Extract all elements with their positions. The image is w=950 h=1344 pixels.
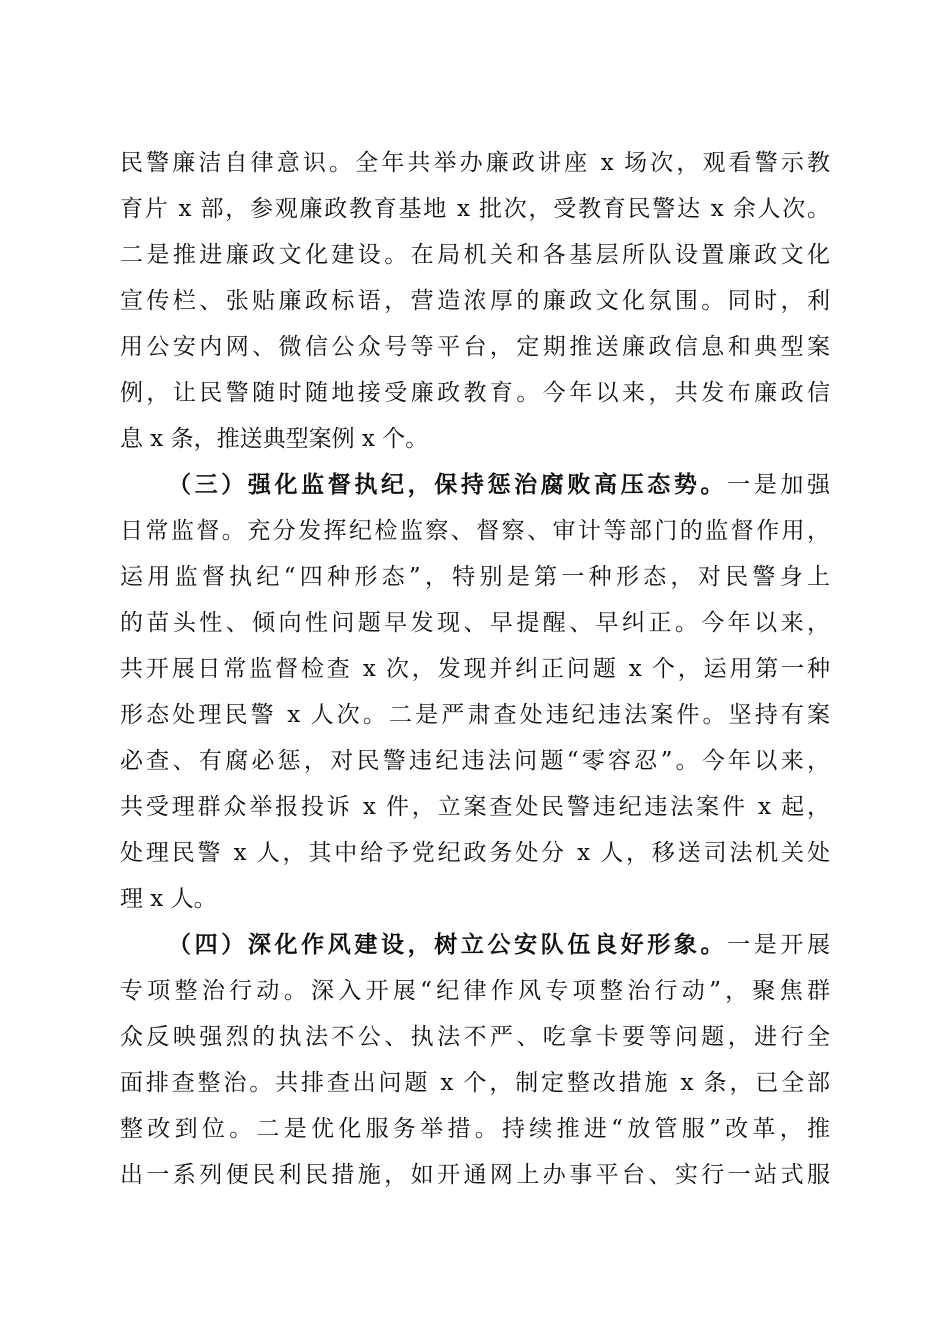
paragraph-line: 宣传栏、张贴廉政标语，营造浓厚的廉政文化氛围。同时，利 <box>120 288 830 314</box>
paragraph-line: 处理民警 x 人，其中给予党纪政务处分 x 人，移送司法机关处 <box>120 840 830 866</box>
paragraph-line: 出一系列便民利民措施，如开通网上办事平台、实行一站式服 <box>120 1162 830 1188</box>
paragraph-line: 整改到位。二是优化服务举措。持续推进“放管服”改革，推 <box>120 1116 830 1142</box>
section-heading-4: （四）深化作风建设，树立公安队伍良好形象。 <box>168 931 728 958</box>
paragraph-line: 的苗头性、倾向性问题早发现、早提醒、早纠正。今年以来， <box>120 610 830 636</box>
paragraph-line: 用公安内网、微信公众号等平台，定期推送廉政信息和典型案 <box>120 334 830 360</box>
paragraph-line-tail: 一是加强 <box>727 472 830 498</box>
paragraph-line: 二是推进廉政文化建设。在局机关和各基层所队设置廉政文化 <box>120 242 830 268</box>
paragraph-line: 育片 x 部，参观廉政教育基地 x 批次，受教育民警达 x 余人次。 <box>120 196 830 222</box>
paragraph-line: 共受理群众举报投诉 x 件，立案查处民警违纪违法案件 x 起， <box>120 794 830 820</box>
section-heading-line <box>168 922 830 968</box>
paragraph-line: 共开展日常监督检查 x 次，发现并纠正问题 x 个，运用第一种 <box>120 656 830 682</box>
paragraph-line: 众反映强烈的执法不公、执法不严、吃拿卡要等问题，进行全 <box>120 1024 830 1050</box>
paragraph-line: 息 x 条，推送典型案例 x 个。 <box>120 426 429 452</box>
paragraph-line: 民警廉洁自律意识。全年共举办廉政讲座 x 场次，观看警示教 <box>120 150 830 176</box>
paragraph-line: 日常监督。充分发挥纪检监察、督察、审计等部门的监督作用， <box>120 518 830 544</box>
paragraph-line: 专项整治行动。深入开展“纪律作风专项整治行动”，聚焦群 <box>120 978 830 1004</box>
paragraph-line: 运用监督执纪“四种形态”，特别是第一种形态，对民警身上 <box>120 564 830 590</box>
paragraph-line-tail: 一是开展 <box>727 932 830 958</box>
paragraph-line: 形态处理民警 x 人次。二是严肃查处违纪违法案件。坚持有案 <box>120 702 830 728</box>
paragraph-line: 面排查整治。共排查出问题 x 个，制定整改措施 x 条，已全部 <box>120 1070 830 1096</box>
section-heading-line <box>168 462 830 508</box>
section-heading-3: （三）强化监督执纪，保持惩治腐败高压态势。 <box>168 471 728 498</box>
paragraph-line: 例，让民警随时随地接受廉政教育。今年以来，共发布廉政信 <box>120 380 830 406</box>
paragraph-line: 必查、有腐必惩，对民警违纪违法问题“零容忍”。今年以来， <box>120 748 830 774</box>
paragraph-line: 理 x 人。 <box>120 886 217 912</box>
